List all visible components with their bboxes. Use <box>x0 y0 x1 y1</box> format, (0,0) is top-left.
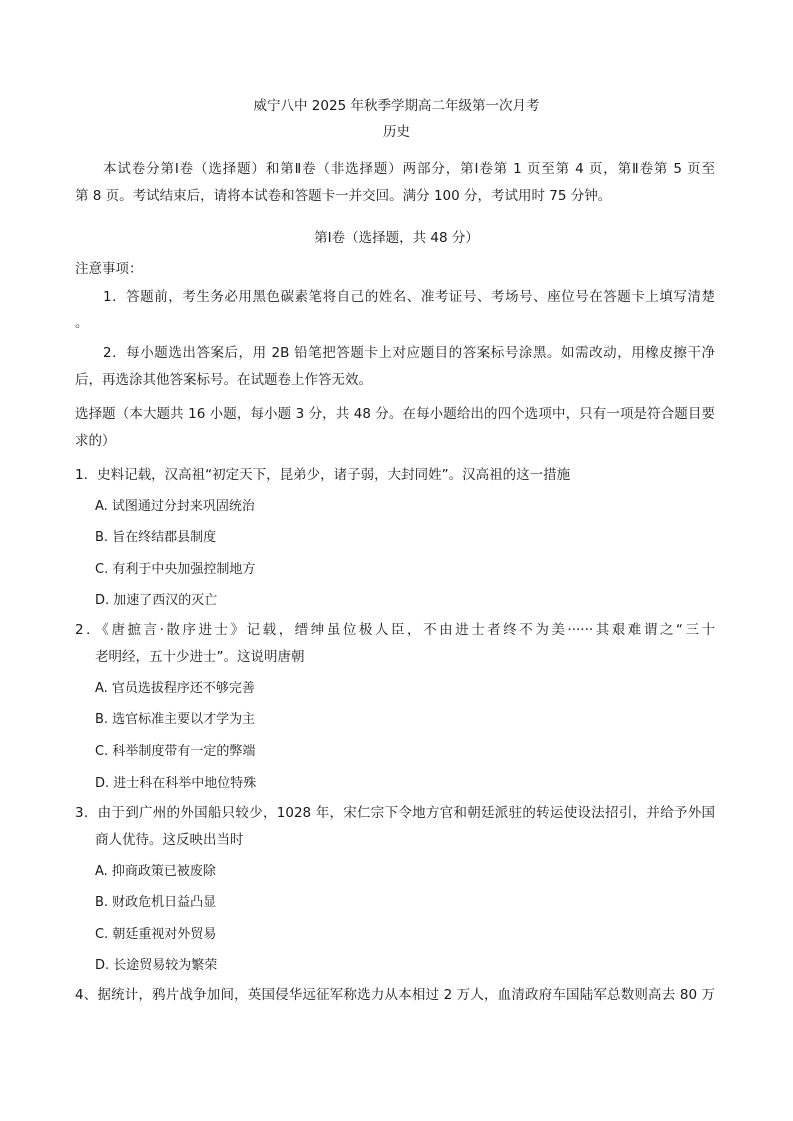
question-3-stem-line-2: 商人优待。这反映出当时 <box>95 832 244 848</box>
question-1-option-b: B. 旨在终结郡县制度 <box>95 530 217 545</box>
question-2-stem-line-1: 2．《唐摭言·散序进士》记载，缙绅虽位极人臣，不由进士者终不为美······其艰难谓之“三十 <box>75 622 715 638</box>
instructions-line-1: 选择题（本大题共 16 小题，每小题 3 分，共 48 分。在每小题给出的四个选项中，只有一项是符合题目要 <box>75 406 715 422</box>
subject-title: 历史 <box>383 124 410 140</box>
section-title: 第Ⅰ卷（选择题，共 48 分） <box>314 230 479 246</box>
question-3-option-a: A. 抑商政策已被废除 <box>95 864 216 879</box>
question-2-stem-line-2: 老明经，五十少进士”。这说明唐朝 <box>95 649 305 665</box>
question-1-option-a: A. 试图通过分封来巩固统治 <box>95 499 255 514</box>
question-1-option-c: C. 有利于中央加强控制地方 <box>95 562 256 577</box>
question-1-stem: 1．史料记载，汉高祖“初定天下，昆弟少，诸子弱，大封同姓”。汉高祖的这一措施 <box>75 467 571 483</box>
note-1-line-2: 。 <box>75 315 89 331</box>
question-4-stem-line-1: 4、据统计，鸦片战争加间，英国侵华远征军称选力从本相过 2 万人，血清政府车国陆军总数则高去 80 万 <box>75 987 715 1003</box>
question-3-stem-line-1: 3．由于到广州的外国船只较少，1028 年，宋仁宗下令地方官和朝廷派驻的转运使设法招引，并给予外国 <box>75 805 715 821</box>
intro-line-1: 本试卷分第Ⅰ卷（选择题）和第Ⅱ卷（非选择题）两部分，第Ⅰ卷第 1 页至第 4 页，第Ⅱ卷第 5 页至 <box>103 161 715 177</box>
question-3-option-d: D. 长途贸易较为繁荣 <box>95 958 218 973</box>
question-2-option-a: A. 官员选拔程序还不够完善 <box>95 681 255 696</box>
note-2-line-2: 后，再选涂其他答案标号。在试题卷上作答无效。 <box>75 372 372 388</box>
question-2-option-b: B. 选官标准主要以才学为主 <box>95 712 256 727</box>
question-1-option-d: D. 加速了西汉的灭亡 <box>95 593 218 608</box>
question-3-option-c: C. 朝廷重视对外贸易 <box>95 927 217 942</box>
note-2-line-1: 2．每小题选出答案后，用 2B 铅笔把答题卡上对应题目的答案标号涂黑。如需改动，用橡皮擦干净 <box>103 345 715 361</box>
intro-line-2: 第 8 页。考试结束后，请将本试卷和答题卡一并交回。满分 100 分，考试用时 75 分钟。 <box>75 188 612 204</box>
notes-heading: 注意事项： <box>75 261 143 277</box>
instructions-line-2: 求的） <box>75 433 116 449</box>
note-1-line-1: 1．答题前，考生务必用黑色碳素笔将自己的姓名、准考证号、考场号、座位号在答题卡上填写清楚 <box>103 289 715 305</box>
question-2-option-c: C. 科举制度带有一定的弊端 <box>95 744 256 759</box>
exam-title: 威宁八中 2025 年秋季学期高二年级第一次月考 <box>253 98 540 114</box>
question-3-option-b: B. 财政危机日益凸显 <box>95 895 217 910</box>
question-2-option-d: D. 进士科在科举中地位特殊 <box>95 776 257 791</box>
